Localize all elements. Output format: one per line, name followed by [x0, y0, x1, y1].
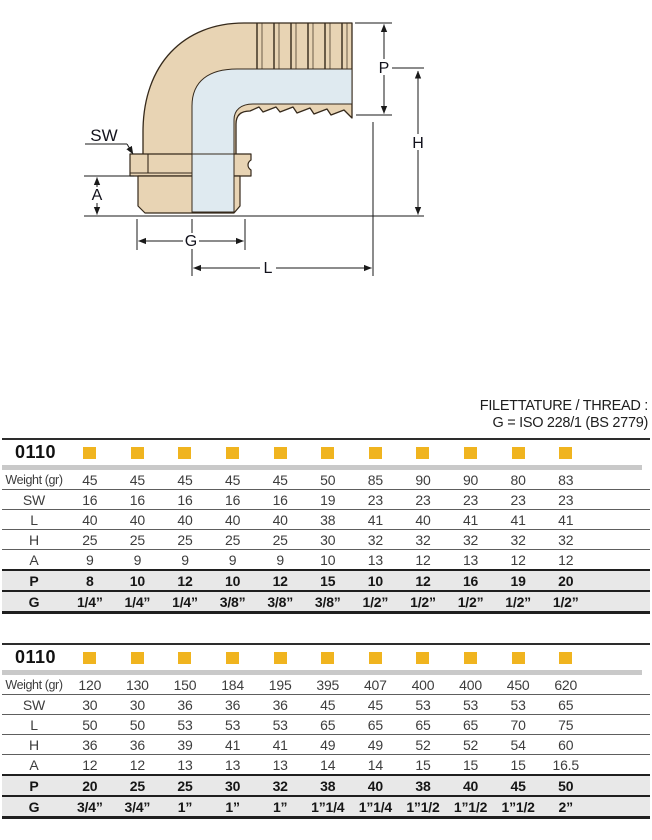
- value-cell: 36: [129, 736, 145, 753]
- value-cell: 41: [510, 511, 526, 528]
- value-cell: 40: [462, 777, 479, 794]
- value-cell: 30: [320, 531, 336, 548]
- row-label: G: [28, 798, 40, 815]
- value-cell: 90: [415, 471, 431, 488]
- value-cell: 1”1/2: [501, 798, 535, 815]
- value-cell: 16: [272, 491, 288, 508]
- column-marker-square: [178, 447, 191, 459]
- column-marker-cell: [542, 447, 590, 459]
- column-marker-cell: [399, 652, 447, 664]
- thread-note-line2: G = ISO 228/1 (BS 2779): [492, 415, 648, 431]
- value-cell: 32: [272, 777, 288, 794]
- table-header: [2, 643, 650, 670]
- table-row-h: [2, 734, 650, 754]
- value-cell: 13: [272, 756, 288, 773]
- value-cell: 15: [415, 756, 431, 773]
- value-cell: 50: [129, 716, 145, 733]
- column-marker-cell: [209, 652, 257, 664]
- value-cell: 83: [558, 471, 574, 488]
- value-cell: 70: [510, 716, 526, 733]
- column-marker-cell: [542, 652, 590, 664]
- value-cell: 1/4”: [76, 593, 103, 610]
- value-cell: 13: [462, 551, 479, 568]
- value-cell: 10: [129, 572, 145, 589]
- value-cell: 50: [82, 716, 98, 733]
- value-cell: 184: [221, 676, 244, 693]
- value-cell: 53: [177, 716, 193, 733]
- column-marker-cell: [209, 447, 257, 459]
- column-marker-cell: [447, 652, 495, 664]
- table-body: [2, 470, 650, 614]
- value-cell: 16.5: [552, 756, 579, 773]
- dim-label-l: L: [263, 260, 273, 277]
- row-label: Weight (gr): [5, 472, 63, 487]
- table-row-a: [2, 754, 650, 774]
- value-cell: 1”1/2: [406, 798, 440, 815]
- value-cell: 45: [129, 471, 145, 488]
- value-cell: 3/8”: [267, 593, 293, 610]
- column-marker-square: [178, 652, 191, 664]
- value-cell: 30: [82, 696, 98, 713]
- value-cell: 65: [558, 696, 574, 713]
- row-label: SW: [22, 696, 46, 713]
- dim-label-a: A: [91, 187, 103, 204]
- column-marker-square: [464, 652, 477, 664]
- value-cell: 40: [367, 777, 383, 794]
- column-marker-square: [83, 447, 96, 459]
- value-cell: 16: [129, 491, 145, 508]
- value-cell: 16: [177, 491, 193, 508]
- value-cell: 12: [177, 572, 193, 589]
- value-cell: 65: [367, 716, 383, 733]
- value-cell: 3/4”: [124, 798, 151, 815]
- value-cell: 85: [367, 471, 383, 488]
- value-cell: 120: [78, 676, 102, 693]
- fitting-drawing: [55, 0, 465, 300]
- value-cell: 45: [367, 696, 383, 713]
- column-marker-cell: [114, 652, 162, 664]
- value-cell: 1/4”: [172, 593, 198, 610]
- column-marker-square: [369, 652, 382, 664]
- value-cell: 41: [272, 736, 288, 753]
- value-cell: 49: [320, 736, 336, 753]
- value-cell: 1/2”: [410, 593, 436, 610]
- table-body: [2, 675, 650, 819]
- value-cell: 45: [82, 471, 98, 488]
- column-marker-square: [274, 447, 287, 459]
- value-cell: 40: [177, 511, 193, 528]
- value-cell: 53: [272, 716, 288, 733]
- value-cell: 1”: [225, 798, 240, 815]
- value-cell: 41: [558, 511, 574, 528]
- value-cell: 23: [510, 491, 526, 508]
- value-cell: 53: [510, 696, 526, 713]
- value-cell: 9: [181, 551, 189, 568]
- value-cell: 53: [224, 716, 241, 733]
- thread-note: [480, 398, 648, 432]
- value-cell: 13: [367, 551, 383, 568]
- row-label: A: [29, 551, 39, 568]
- value-cell: 49: [367, 736, 383, 753]
- value-cell: 1”1/4: [311, 798, 345, 815]
- column-marker-cell: [256, 652, 304, 664]
- value-cell: 1”1/4: [358, 798, 392, 815]
- value-cell: 9: [86, 551, 94, 568]
- column-marker-cell: [494, 447, 542, 459]
- value-cell: 12: [510, 551, 526, 568]
- value-cell: 52: [415, 736, 431, 753]
- value-cell: 13: [177, 756, 193, 773]
- value-cell: 1/2”: [505, 593, 531, 610]
- value-cell: 25: [129, 531, 145, 548]
- value-cell: 2”: [558, 798, 573, 815]
- value-cell: 38: [320, 511, 336, 528]
- column-marker-cell: [304, 447, 352, 459]
- value-cell: 25: [82, 531, 98, 548]
- column-marker-cell: [161, 447, 209, 459]
- column-marker-square: [226, 447, 239, 459]
- table-row-sw: [2, 489, 650, 509]
- value-cell: 50: [320, 471, 336, 488]
- row-label: H: [29, 531, 39, 548]
- dim-label-h: H: [412, 135, 424, 152]
- spec-table-large-sizes: [2, 643, 650, 819]
- value-cell: 9: [276, 551, 284, 568]
- row-label: L: [30, 511, 38, 528]
- row-label: Weight (gr): [5, 677, 63, 692]
- column-marker-cell: [66, 447, 114, 459]
- value-cell: 1”: [272, 798, 288, 815]
- value-cell: 19: [510, 572, 526, 589]
- value-cell: 450: [506, 676, 530, 693]
- value-cell: 130: [126, 676, 149, 693]
- value-cell: 30: [129, 696, 145, 713]
- column-marker-square: [512, 652, 525, 664]
- column-marker-square: [131, 447, 144, 459]
- value-cell: 25: [224, 531, 241, 548]
- value-cell: 14: [320, 756, 336, 773]
- value-cell: 36: [177, 696, 193, 713]
- value-cell: 38: [415, 777, 431, 794]
- value-cell: 40: [272, 511, 288, 528]
- column-marker-square: [131, 652, 144, 664]
- value-cell: 25: [177, 531, 193, 548]
- column-marker-square: [321, 447, 334, 459]
- value-cell: 53: [415, 696, 431, 713]
- value-cell: 16: [82, 491, 98, 508]
- value-cell: 45: [320, 696, 336, 713]
- value-cell: 620: [554, 676, 578, 693]
- column-marker-square: [559, 652, 572, 664]
- column-marker-square: [369, 447, 382, 459]
- value-cell: 32: [367, 531, 383, 548]
- value-cell: 30: [224, 777, 241, 794]
- value-cell: 45: [224, 471, 241, 488]
- value-cell: 65: [320, 716, 336, 733]
- value-cell: 12: [415, 572, 431, 589]
- row-label: P: [29, 572, 39, 589]
- column-marker-cell: [352, 652, 400, 664]
- value-cell: 32: [510, 531, 526, 548]
- value-cell: 19: [320, 491, 336, 508]
- column-marker-cell: [66, 652, 114, 664]
- value-cell: 65: [462, 716, 479, 733]
- value-cell: 75: [558, 716, 574, 733]
- column-marker-square: [559, 447, 572, 459]
- column-marker-cell: [447, 447, 495, 459]
- column-marker-cell: [399, 447, 447, 459]
- table-row-h: [2, 529, 650, 549]
- value-cell: 400: [459, 676, 482, 693]
- value-cell: 45: [272, 471, 288, 488]
- column-marker-cell: [114, 447, 162, 459]
- value-cell: 40: [224, 511, 241, 528]
- column-marker-square: [83, 652, 96, 664]
- value-cell: 23: [462, 491, 479, 508]
- value-cell: 25: [272, 531, 288, 548]
- value-cell: 15: [510, 756, 526, 773]
- value-cell: 1/2”: [362, 593, 389, 610]
- value-cell: 395: [316, 676, 340, 693]
- dim-label-g: G: [184, 233, 198, 250]
- product-code: 0110: [15, 442, 57, 462]
- value-cell: 40: [129, 511, 145, 528]
- value-cell: 23: [367, 491, 383, 508]
- value-cell: 9: [133, 551, 142, 568]
- row-label: A: [29, 756, 39, 773]
- value-cell: 53: [462, 696, 479, 713]
- value-cell: 8: [86, 572, 94, 589]
- value-cell: 25: [129, 777, 145, 794]
- table-row-weight-gr-: [2, 675, 650, 694]
- value-cell: 3/8”: [314, 593, 341, 610]
- value-cell: 25: [177, 777, 193, 794]
- column-marker-cell: [161, 652, 209, 664]
- spec-table-small-sizes: [2, 438, 650, 614]
- value-cell: 15: [462, 756, 479, 773]
- row-label: G: [28, 593, 40, 610]
- row-label: H: [29, 736, 39, 753]
- value-cell: 41: [367, 511, 383, 528]
- row-label: P: [29, 777, 39, 794]
- column-marker-cell: [256, 447, 304, 459]
- column-marker-square: [416, 652, 429, 664]
- value-cell: 150: [173, 676, 197, 693]
- value-cell: 3/4”: [76, 798, 103, 815]
- column-marker-square: [321, 652, 334, 664]
- value-cell: 36: [82, 736, 98, 753]
- value-cell: 14: [367, 756, 383, 773]
- value-cell: 195: [268, 676, 292, 693]
- row-label: SW: [22, 491, 46, 508]
- value-cell: 12: [129, 756, 145, 773]
- value-cell: 65: [415, 716, 431, 733]
- value-cell: 10: [224, 572, 241, 589]
- value-cell: 1/2”: [552, 593, 579, 610]
- table-row-p: [2, 774, 650, 795]
- table-row-g: [2, 590, 650, 611]
- value-cell: 41: [224, 736, 241, 753]
- value-cell: 12: [558, 551, 574, 568]
- value-cell: 12: [82, 756, 98, 773]
- value-cell: 12: [272, 572, 288, 589]
- value-cell: 15: [320, 572, 336, 589]
- value-cell: 36: [224, 696, 241, 713]
- value-cell: 10: [367, 572, 383, 589]
- value-cell: 12: [415, 551, 431, 568]
- value-cell: 3/8”: [219, 593, 246, 610]
- value-cell: 39: [177, 736, 193, 753]
- column-marker-square: [512, 447, 525, 459]
- thread-note-line1: FILETTATURE / THREAD :: [479, 398, 648, 414]
- table-row-p: [2, 569, 650, 590]
- value-cell: 80: [510, 471, 526, 488]
- table-row-l: [2, 509, 650, 529]
- table-row-weight-gr-: [2, 470, 650, 489]
- column-marker-cell: [352, 447, 400, 459]
- value-cell: 50: [558, 777, 574, 794]
- table-row-g: [2, 795, 650, 816]
- column-marker-cell: [304, 652, 352, 664]
- value-cell: 40: [82, 511, 98, 528]
- value-cell: 41: [462, 511, 479, 528]
- value-cell: 32: [415, 531, 431, 548]
- value-cell: 23: [558, 491, 574, 508]
- value-cell: 10: [320, 551, 336, 568]
- value-cell: 60: [558, 736, 574, 753]
- value-cell: 45: [177, 471, 193, 488]
- column-marker-square: [416, 447, 429, 459]
- value-cell: 407: [363, 676, 387, 693]
- value-cell: 9: [228, 551, 237, 568]
- value-cell: 23: [415, 491, 431, 508]
- row-label: L: [30, 716, 38, 733]
- value-cell: 38: [320, 777, 336, 794]
- value-cell: 20: [82, 777, 98, 794]
- value-cell: 13: [224, 756, 241, 773]
- table-row-l: [2, 714, 650, 734]
- column-marker-square: [464, 447, 477, 459]
- value-cell: 54: [510, 736, 526, 753]
- bore-section: [192, 69, 352, 212]
- dim-label-p: P: [378, 60, 390, 77]
- value-cell: 90: [462, 471, 479, 488]
- value-cell: 400: [411, 676, 435, 693]
- column-marker-square: [274, 652, 287, 664]
- value-cell: 45: [510, 777, 526, 794]
- value-cell: 40: [415, 511, 431, 528]
- value-cell: 1/4”: [124, 593, 151, 610]
- value-cell: 1”: [177, 798, 193, 815]
- value-cell: 32: [462, 531, 479, 548]
- value-cell: 36: [272, 696, 288, 713]
- value-cell: 1/2”: [457, 593, 484, 610]
- value-cell: 16: [224, 491, 241, 508]
- value-cell: 20: [558, 572, 574, 589]
- value-cell: 16: [462, 572, 479, 589]
- table-row-a: [2, 549, 650, 569]
- column-marker-cell: [494, 652, 542, 664]
- dim-label-sw: SW: [90, 126, 118, 145]
- value-cell: 32: [558, 531, 574, 548]
- product-code: 0110: [15, 647, 57, 667]
- value-cell: 52: [462, 736, 479, 753]
- value-cell: 1”1/2: [453, 798, 488, 815]
- column-marker-square: [226, 652, 239, 664]
- table-row-sw: [2, 694, 650, 714]
- table-header: [2, 438, 650, 465]
